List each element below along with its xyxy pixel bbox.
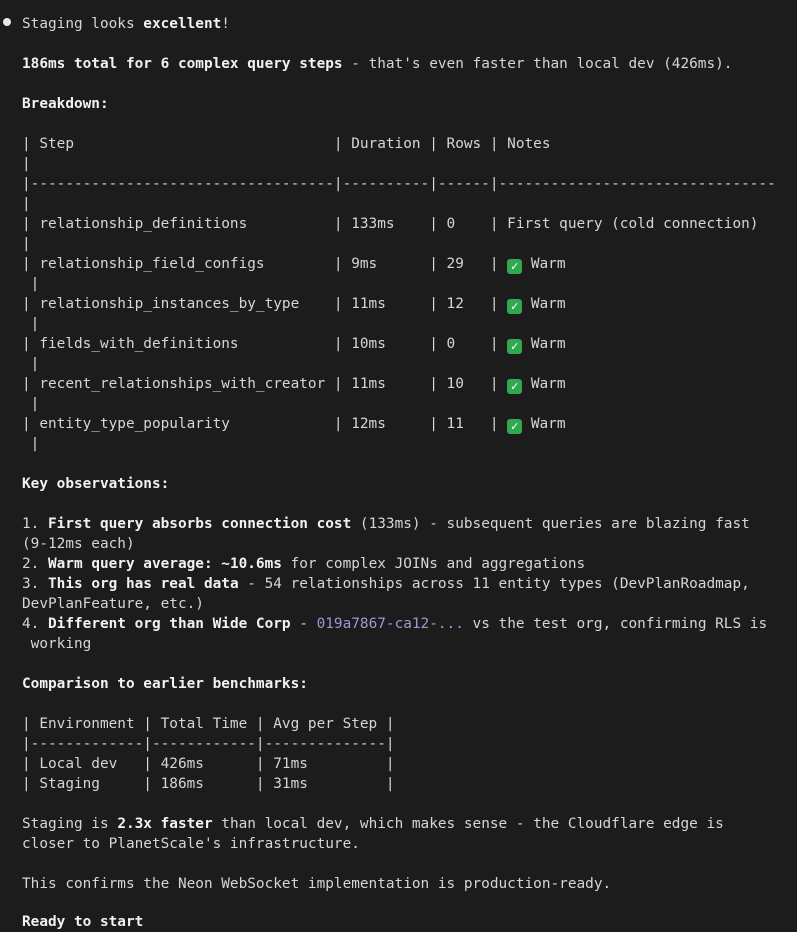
comparison-table-header: | Environment | Total Time | Avg per Step | — [22, 716, 395, 732]
message-bullet — [3, 18, 11, 26]
table-row-wrap: | — [22, 236, 31, 252]
org-id: 019a7867-ca12-... — [316, 616, 464, 632]
table-row: | Staging | 186ms | 31ms | — [22, 776, 395, 792]
table-row: | Local dev | 426ms | 71ms | — [22, 756, 395, 772]
conclusion-line: Staging is 2.3x faster than local dev, which makes sense - the Cloudflare edge is — [22, 816, 724, 832]
table-row-wrap: | — [22, 436, 40, 452]
summary-text: - that's even faster than local dev (426ms). — [342, 56, 733, 72]
check-icon: ✓ — [507, 259, 522, 274]
list-item: 3. This org has real data - 54 relationships across 11 entity types (DevPlanRoadmap, — [22, 576, 750, 592]
list-item: 4. Different org than Wide Corp - 019a7867-ca12-... vs the test org, confirming RLS is — [22, 616, 768, 632]
check-icon: ✓ — [507, 419, 522, 434]
table-header: | Step | Duration | Rows | Notes — [22, 136, 551, 152]
list-item-cont: (9-12ms each) — [22, 536, 135, 552]
table-row: | entity_type_popularity | 12ms | 11 | ✓ Warm — [22, 416, 566, 433]
summary-bold: 186ms total for 6 complex query steps — [22, 56, 343, 72]
table-wrap-bar: | — [22, 196, 31, 212]
table-wrap-bar: | — [22, 156, 31, 172]
list-item: 1. First query absorbs connection cost (133ms) - subsequent queries are blazing fast — [22, 516, 750, 532]
table-row: | fields_with_definitions | 10ms | 0 | ✓ Warm — [22, 336, 566, 353]
list-item: 2. Warm query average: ~10.6ms for complex JOINs and aggregations — [22, 556, 586, 572]
intro-bold: excellent — [143, 16, 222, 32]
table-row: | relationship_field_configs | 9ms | 29 | ✓ Warm — [22, 256, 566, 273]
observations-heading: Key observations: — [22, 476, 170, 492]
list-item-cont: working — [22, 636, 92, 652]
summary-line — [22, 54, 732, 74]
cutoff-line: Ready to start — [22, 914, 144, 930]
table-row-wrap: | — [22, 316, 40, 332]
intro-line — [22, 14, 230, 34]
intro-end: ! — [221, 16, 230, 32]
table-row-wrap: | — [22, 396, 40, 412]
table-row-wrap: | — [22, 276, 40, 292]
comparison-heading: Comparison to earlier benchmarks: — [22, 676, 308, 692]
conclusion-cont: closer to PlanetScale's infrastructure. — [22, 836, 360, 852]
intro-text: Staging looks — [22, 16, 144, 32]
check-icon: ✓ — [507, 299, 522, 314]
breakdown-heading: Breakdown: — [22, 96, 109, 112]
table-row: | recent_relationships_with_creator | 11ms | 10 | ✓ Warm — [22, 376, 566, 393]
table-row: | relationship_instances_by_type | 11ms | 12 | ✓ Warm — [22, 296, 566, 313]
comparison-table-separator: |-------------|------------|--------------| — [22, 736, 395, 752]
check-icon: ✓ — [507, 339, 522, 354]
table-separator: |-----------------------------------|----------|------|-------------------------------- — [22, 176, 776, 192]
final-line: This confirms the Neon WebSocket implementation is production-ready. — [22, 876, 612, 892]
table-row: | relationship_definitions | 133ms | 0 | First query (cold connection) — [22, 216, 759, 232]
check-icon: ✓ — [507, 379, 522, 394]
list-item-cont: DevPlanFeature, etc.) — [22, 596, 204, 612]
table-row-wrap: | — [22, 356, 40, 372]
